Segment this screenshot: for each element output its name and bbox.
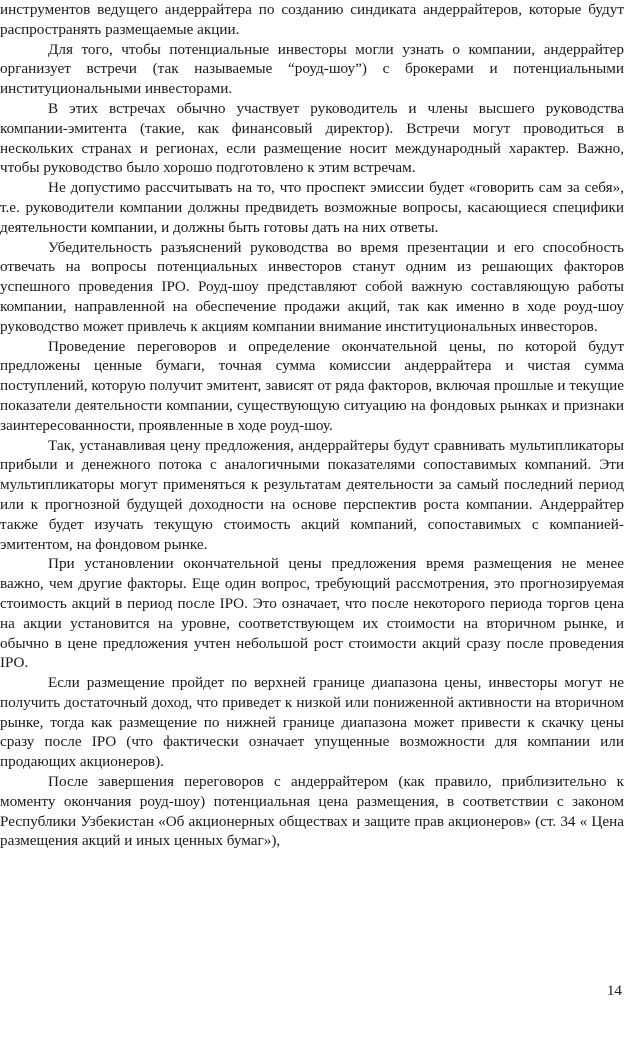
- paragraph-9: Если размещение пройдет по верхней границе диапазона цены, инвесторы могут не получить достаточный доход, что приведет к низкой или пониженной активности на вторичном рынке, тогда как размещение по нижней границе диапазона может привести к скачку цены сразу после IPO (что фактически означает упущенные возможности для компании или продающих акционеров).: [0, 674, 624, 771]
- paragraph-1: инструментов ведущего андеррайтера по созданию синдиката андеррайтеров, которые будут распространять размещаемые акции.: [0, 1, 624, 38]
- paragraph-8: При установлении окончательной цены предложения время размещения не менее важно, чем другие факторы. Еще один вопрос, требующий рассмотрения, это прогнозируемая стоимость акций в период после IPO. Это означает, что после некоторого периода торгов цена на акции установится на уровне, соответствующем их стоимости на вторичном рынке, и обычно в цене предложения учтен небольшой рост стоимости акций сразу после проведения IPO.: [0, 555, 624, 672]
- paragraph-5: Убедительность разъяснений руководства во время презентации и его способность отвечать на вопросы потенциальных инвесторов станут одним из решающих факторов успешного проведения IPO. Роуд-шоу представляют собой важную составляющую работы компании, направленной на обеспечение продажи акций, так как именно в ходе роуд-шоу руководство может привлечь к акциям компании внимание институциональных инвесторов.: [0, 238, 624, 335]
- page-number: 14: [606, 982, 622, 999]
- paragraph-3: В этих встречах обычно участвует руководитель и члены высшего руководства компании-эмитента (такие, как финансовый директор). Встречи могут проводиться в нескольких странах и регионах, если размещение носит международный характер. Важно, чтобы руководство было хорошо подготовлено к этим встречам.: [0, 99, 624, 177]
- paragraph-4: Не допустимо рассчитывать на то, что проспект эмиссии будет «говорить сам за себя», т.е. руководители компании должны предвидеть возможные вопросы, касающиеся специфики деятельности компании, и должны быть готовы дать на них ответы.: [0, 179, 624, 236]
- paragraph-6: Проведение переговоров и определение окончательной цены, по которой будут предложены ценные бумаги, точная сумма комиссии андеррайтера и чистая сумма поступлений, которую получит эмитент, зависят от ряда факторов, включая прошлые и текущие показатели деятельности компании, существующую ситуацию на фондовых рынках и признаки заинтересованности, проявленные в ходе роуд-шоу.: [0, 337, 624, 434]
- paragraph-7: Так, устанавливая цену предложения, андеррайтеры будут сравнивать мультипликаторы прибыли и денежного потока с аналогичными показателями сопоставимых компаний. Эти мультипликаторы могут применяться к результатам деятельности за самый последний период или к прогнозной будущей доходности на основе перспектив роста компании. Андеррайтер также будет изучать текущую стоимость акций компаний, сопоставимых с компанией-эмитентом, на фондовом рынке.: [0, 436, 624, 553]
- paragraph-10: После завершения переговоров с андеррайтером (как правило, приблизительно к моменту окончания роуд-шоу) потенциальная цена размещения, в соответствии с законом Республики Узбекистан «Об акционерных обществах и защите прав акционеров» (ст. 34 « Цена размещения акций и иных ценных бумаг»),: [0, 773, 624, 850]
- paragraph-2: Для того, чтобы потенциальные инвесторы могли узнать о компании, андеррайтер организует встречи (так называемые “роуд-шоу”) с брокерами и потенциальными институциональными инвесторами.: [0, 40, 624, 98]
